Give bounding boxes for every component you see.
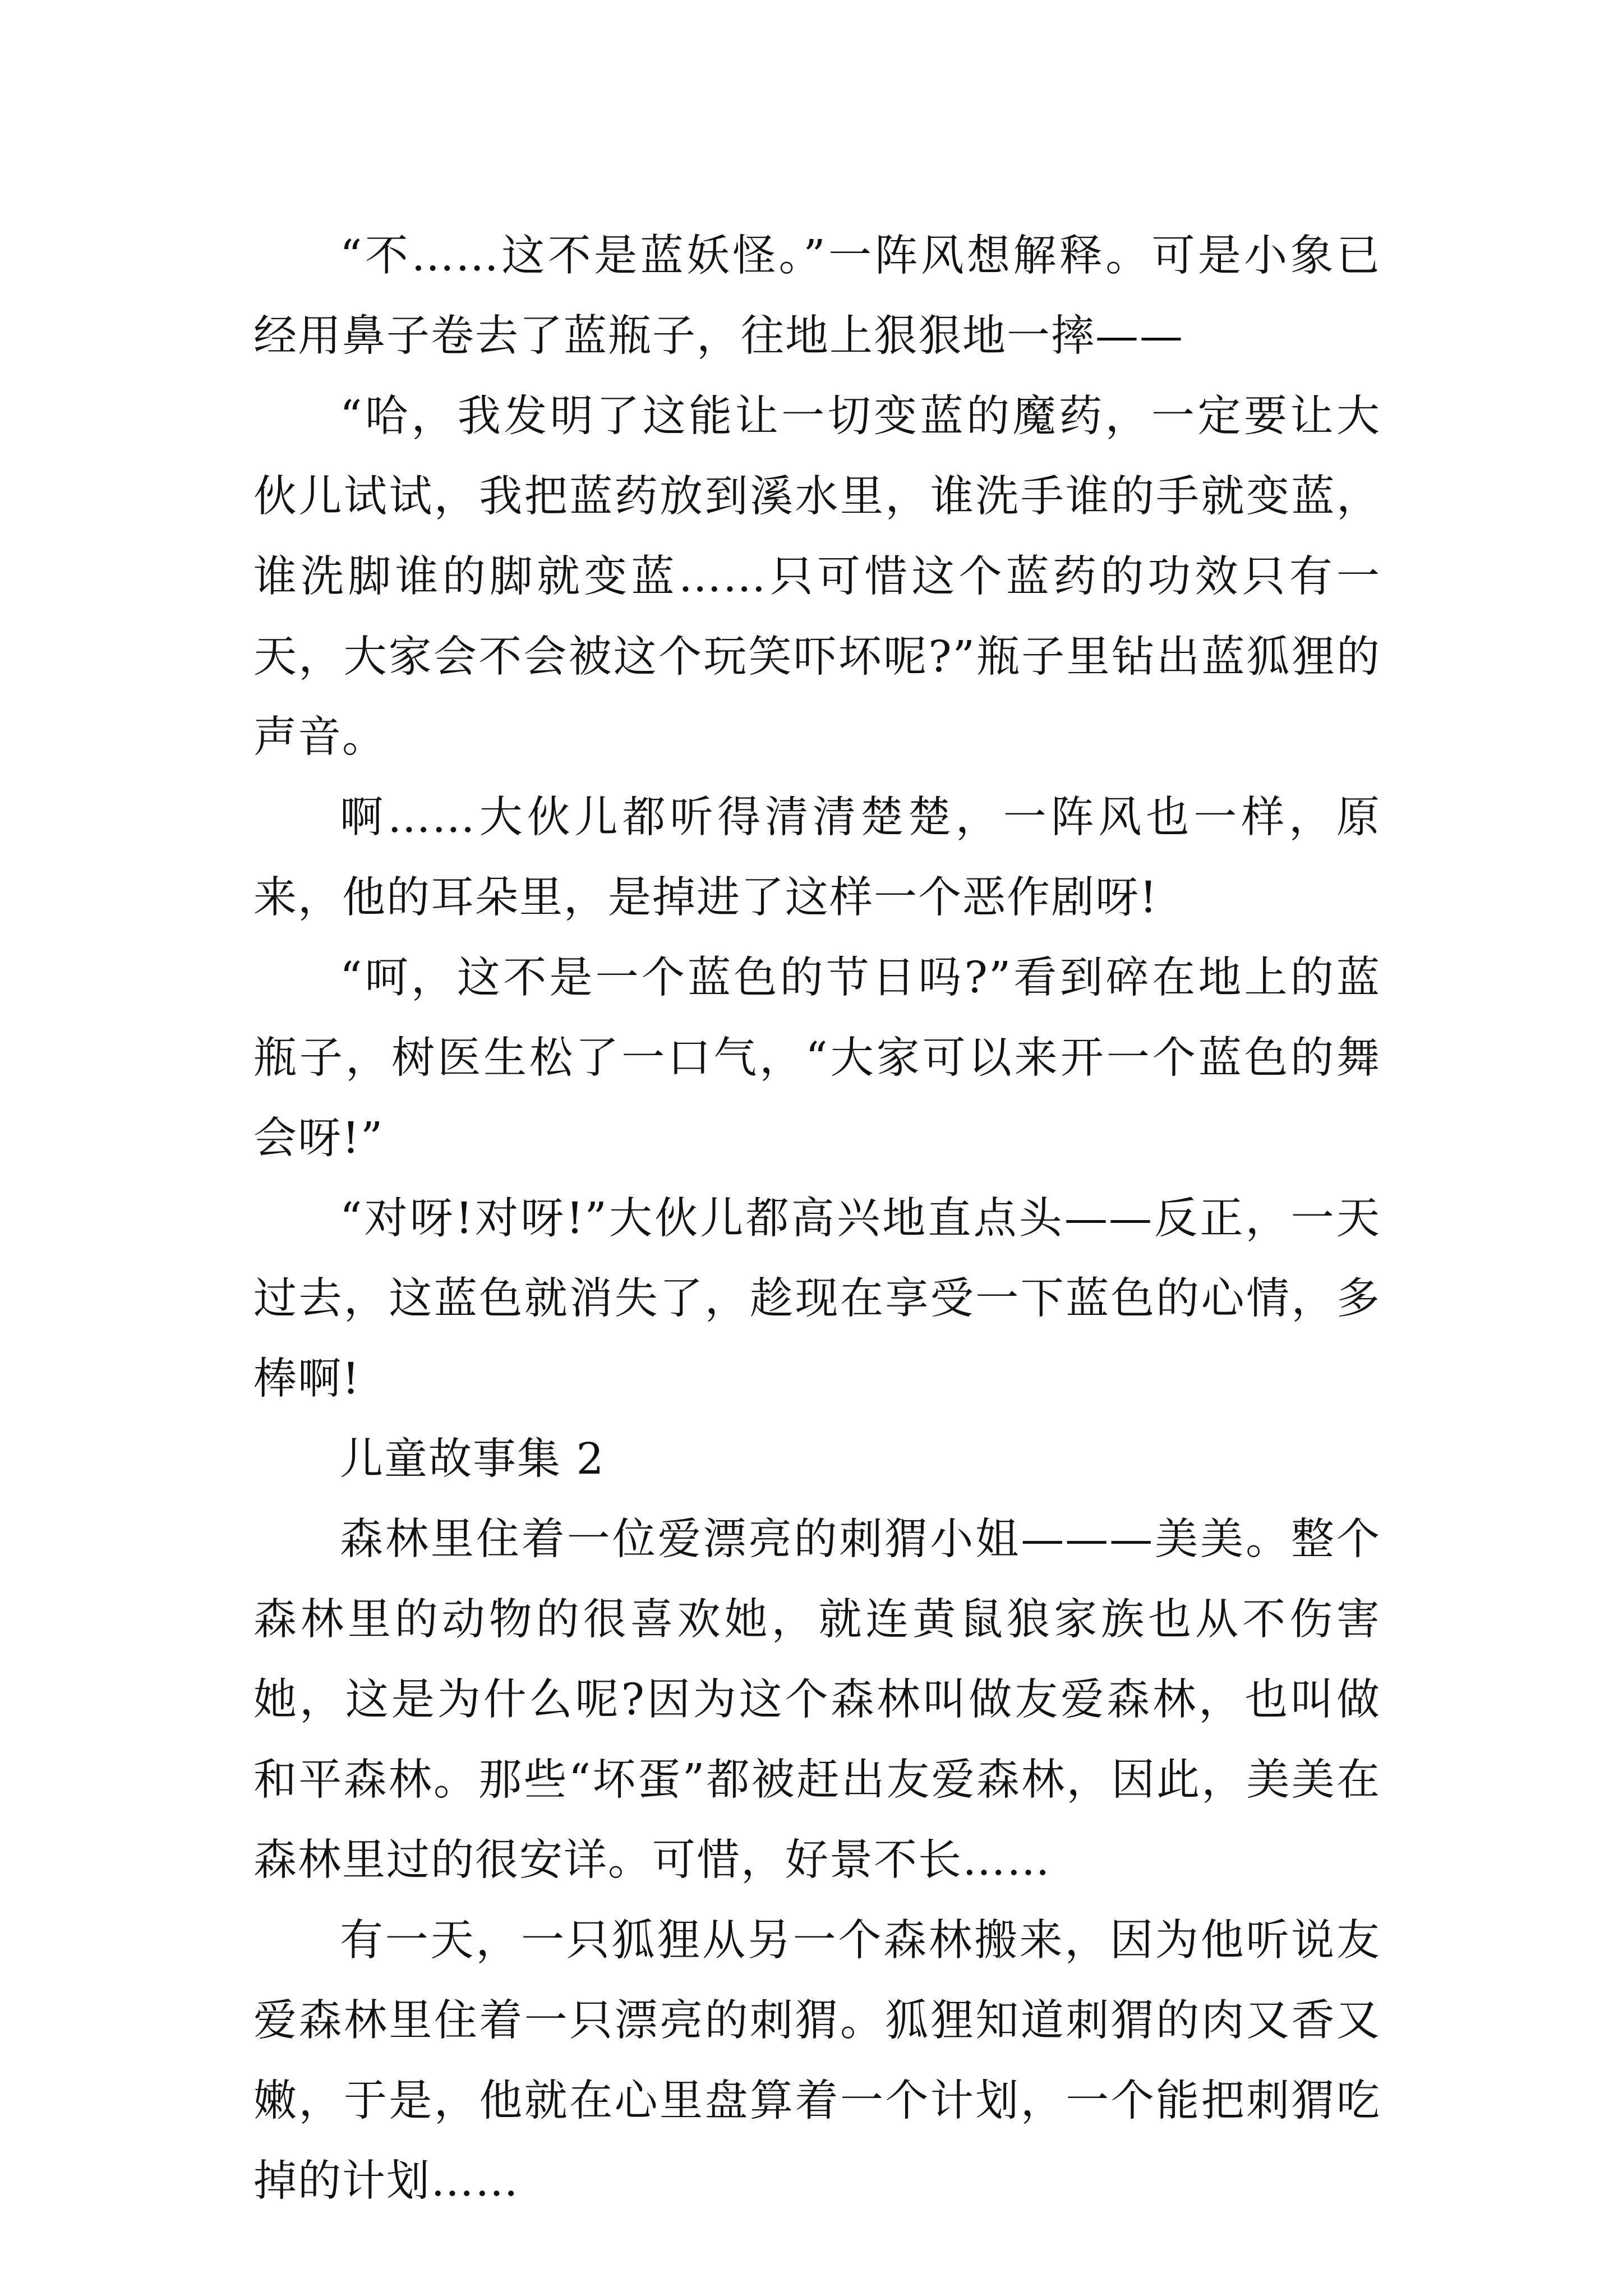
story-text <box>253 216 1381 2221</box>
paragraph: 啊……大伙儿都听得清清楚楚，一阵风也一样，原来，他的耳朵里，是掉进了这样一个恶作剧呀! <box>253 793 1381 923</box>
paragraph: 森林里住着一位爱漂亮的刺猬小姐———美美。整个森林里的动物的很喜欢她，就连黄鼠狼家族也从不伤害她，这是为什么呢?因为这个森林叫做友爱森林，也叫做和平森林。那些“坏蛋”都被赶出友爱森林，因此，美美在森林里过的很安详。可惜，好景不长…… <box>253 1515 1381 1885</box>
paragraph: 有一天，一只狐狸从另一个森林搬来，因为他听说友爱森林里住着一只漂亮的刺猬。狐狸知道刺猬的肉又香又嫩，于是，他就在心里盘算着一个计划，一个能把刺猬吃掉的计划…… <box>253 1916 1381 2206</box>
section-title: 儿童故事集 2 <box>340 1434 605 1484</box>
paragraph: “哈，我发明了这能让一切变蓝的魔药，一定要让大伙儿试试，我把蓝药放到溪水里，谁洗手谁的手就变蓝，谁洗脚谁的脚就变蓝……只可惜这个蓝药的功效只有一天，大家会不会被这个玩笑吓坏呢?”瓶子里钻出蓝狐狸的声音。 <box>253 392 1381 762</box>
paragraph: “呵，这不是一个蓝色的节日吗?”看到碎在地上的蓝瓶子，树医生松了一口气，“大家可以来开一个蓝色的舞会呀!” <box>253 953 1381 1163</box>
paragraph: “对呀!对呀!”大伙儿都高兴地直点头——反正，一天过去，这蓝色就消失了，趁现在享受一下蓝色的心情，多棒啊! <box>253 1194 1381 1404</box>
paragraph: “不……这不是蓝妖怪。”一阵风想解释。可是小象已经用鼻子卷去了蓝瓶子，往地上狠狠地一摔—— <box>253 231 1381 361</box>
